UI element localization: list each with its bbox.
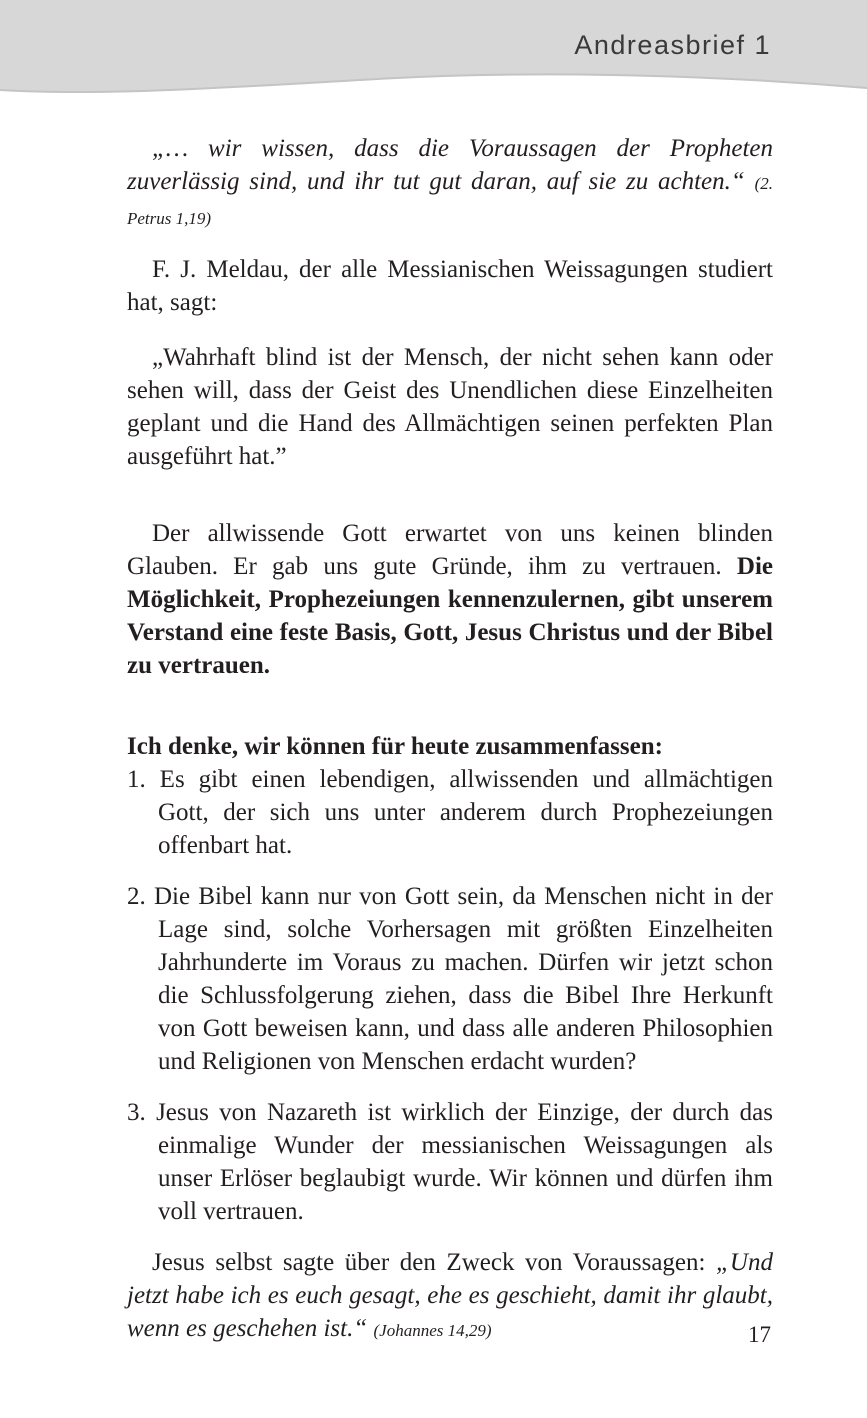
quote-petrus [127, 132, 773, 235]
meldau-intro: F. J. Meldau, der alle Messianischen Weissagungen studiert hat, sagt: [127, 256, 773, 316]
meldau-quote: „Wahrhaft blind ist der Mensch, der nicht sehen kann oder sehen will, dass der Geist des Unendlichen diese Einzelheiten geplant und die Hand des Allmächtigen seinen perfekten Plan ausgeführt hat.” [127, 344, 773, 470]
quote-petrus-reference: (2. Petrus 1,19) [127, 174, 773, 228]
summary-item-1: 1. Es gibt einen lebendigen, allwissenden und allmächtigen Gott, der sich uns unter anderem durch Prophezeiungen offenbart hat. [127, 766, 773, 859]
page-body [127, 132, 773, 1347]
paragraph-allwissende-gott [127, 517, 773, 682]
paragraph-bold-text: Die Möglichkeit, Prophezeiungen kennenzulernen, gibt unserem Verstand eine feste Basis, Gott, Jesus Christus und der Bibel zu vertrauen. [127, 553, 773, 679]
quote-petrus-text: „… wir wissen, dass die Voraussagen der Propheten zuverlässig sind, und ihr tut gut daran, auf sie zu achten.“ [127, 135, 773, 195]
closing-paragraph [127, 1246, 773, 1347]
summary-item-2: 2. Die Bibel kann nur von Gott sein, da Menschen nicht in der Lage sind, solche Vorhersagen mit größten Einzelheiten Jahrhunderte im Voraus zu machen. Dürfen wir jetzt schon die Schlussfolgerung ziehen, dass die Bibel Ihre Herkunft von Gott beweisen kann, und dass alle anderen Philosophien und Religionen von Menschen erdacht wurden? [127, 883, 773, 1075]
page-number: 17 [748, 1322, 771, 1347]
closing-quote: „Und jetzt habe ich es euch gesagt, ehe es geschieht, damit ihr glaubt, wenn es geschehen ist.“ [127, 1249, 773, 1342]
paragraph-normal-text: Der allwissende Gott erwartet von uns keinen blinden Glauben. Er gab uns gute Gründe, ihm zu vertrauen. [127, 520, 773, 580]
summary-item-3: 3. Jesus von Nazareth ist wirklich der Einzige, der durch das einmalige Wunder der messianischen Weissagungen als unser Erlöser beglaubigt wurde. Wir können und dürfen ihm voll vertrauen. [127, 1099, 773, 1225]
summary-heading: Ich denke, wir können für heute zusammenfassen: [127, 733, 663, 760]
page-header [0, 0, 867, 104]
closing-reference: (Johannes 14,29) [373, 1321, 492, 1340]
closing-normal-text: Jesus selbst sagte über den Zweck von Voraussagen: [152, 1249, 717, 1276]
running-title: Andreasbrief 1 [574, 30, 771, 60]
